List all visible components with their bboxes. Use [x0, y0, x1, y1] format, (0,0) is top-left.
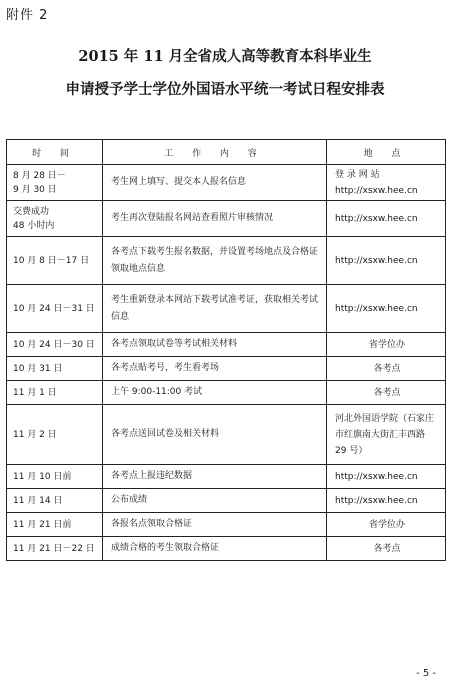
- cell-location: http://xsxw.hee.cn: [327, 237, 446, 285]
- table-row: [7, 489, 446, 513]
- cell-work-content: 各报名点领取合格证: [103, 513, 327, 537]
- header-work-content: 工 作 内 容: [103, 140, 327, 165]
- cell-time: 交费成功 48 小时内: [7, 201, 103, 237]
- cell-time: 10 月 24 日－30 日: [7, 333, 103, 357]
- cell-work-content: 成绩合格的考生领取合格证: [103, 537, 327, 561]
- cell-work-content: 各考点领取试卷等考试相关材料: [103, 333, 327, 357]
- cell-location: 各考点: [327, 381, 446, 405]
- table-row: [7, 201, 446, 237]
- cell-time: 10 月 24 日－31 日: [7, 285, 103, 333]
- table-row: [7, 537, 446, 561]
- cell-work-content: 考生网上填写、提交本人报名信息: [103, 165, 327, 201]
- cell-work-content: 各考点下载考生报名数据，并设置考场地点及合格证领取地点信息: [103, 237, 327, 285]
- cell-time: 11 月 10 日前: [7, 465, 103, 489]
- table-row: [7, 513, 446, 537]
- table-row: [7, 405, 446, 465]
- cell-location: 各考点: [327, 537, 446, 561]
- table-row: [7, 333, 446, 357]
- page-number: - 5 -: [416, 668, 436, 679]
- cell-time: 11 月 14 日: [7, 489, 103, 513]
- cell-work-content: 考生重新登录本网站下载考试准考证，获取相关考试信息: [103, 285, 327, 333]
- cell-location: 各考点: [327, 357, 446, 381]
- table-row: [7, 237, 446, 285]
- cell-work-content: 考生再次登陆报名网站查看照片审核情况: [103, 201, 327, 237]
- cell-location: http://xsxw.hee.cn: [327, 465, 446, 489]
- cell-work-content: 各考点贴考号，考生看考场: [103, 357, 327, 381]
- table-row: [7, 465, 446, 489]
- cell-time: 10 月 8 日－17 日: [7, 237, 103, 285]
- cell-location: 省学位办: [327, 333, 446, 357]
- table-row: [7, 357, 446, 381]
- table-row: [7, 285, 446, 333]
- cell-time: 8 月 28 日－ 9 月 30 日: [7, 165, 103, 201]
- cell-time: 11 月 21 日前: [7, 513, 103, 537]
- header-location: 地 点: [327, 140, 446, 165]
- cell-work-content: 上午 9:00-11:00 考试: [103, 381, 327, 405]
- cell-location: 河北外国语学院（石家庄市红旗南大街汇丰西路 29 号）: [327, 405, 446, 465]
- cell-time: 11 月 2 日: [7, 405, 103, 465]
- cell-work-content: 各考点送回试卷及相关材料: [103, 405, 327, 465]
- table-row: [7, 165, 446, 201]
- table-row: [7, 381, 446, 405]
- cell-location: 省学位办: [327, 513, 446, 537]
- cell-time: 11 月 1 日: [7, 381, 103, 405]
- header-time: 时 间: [7, 140, 103, 165]
- table-header-row: [7, 140, 446, 165]
- document-title-line-1: 2015 年 11 月全省成人高等教育本科毕业生: [78, 48, 372, 65]
- cell-work-content: 各考点上报违纪数据: [103, 465, 327, 489]
- cell-time: 10 月 31 日: [7, 357, 103, 381]
- cell-work-content: 公布成绩: [103, 489, 327, 513]
- document-title-line-2: 申请授予学士学位外国语水平统一考试日程安排表: [65, 81, 385, 98]
- cell-location: 登 录 网 站 http://xsxw.hee.cn: [327, 165, 446, 201]
- exam-schedule-table: [6, 139, 446, 561]
- cell-location: http://xsxw.hee.cn: [327, 285, 446, 333]
- cell-location: http://xsxw.hee.cn: [327, 201, 446, 237]
- cell-time: 11 月 21 日－22 日: [7, 537, 103, 561]
- attachment-label: 附件 2: [6, 8, 49, 23]
- cell-location: http://xsxw.hee.cn: [327, 489, 446, 513]
